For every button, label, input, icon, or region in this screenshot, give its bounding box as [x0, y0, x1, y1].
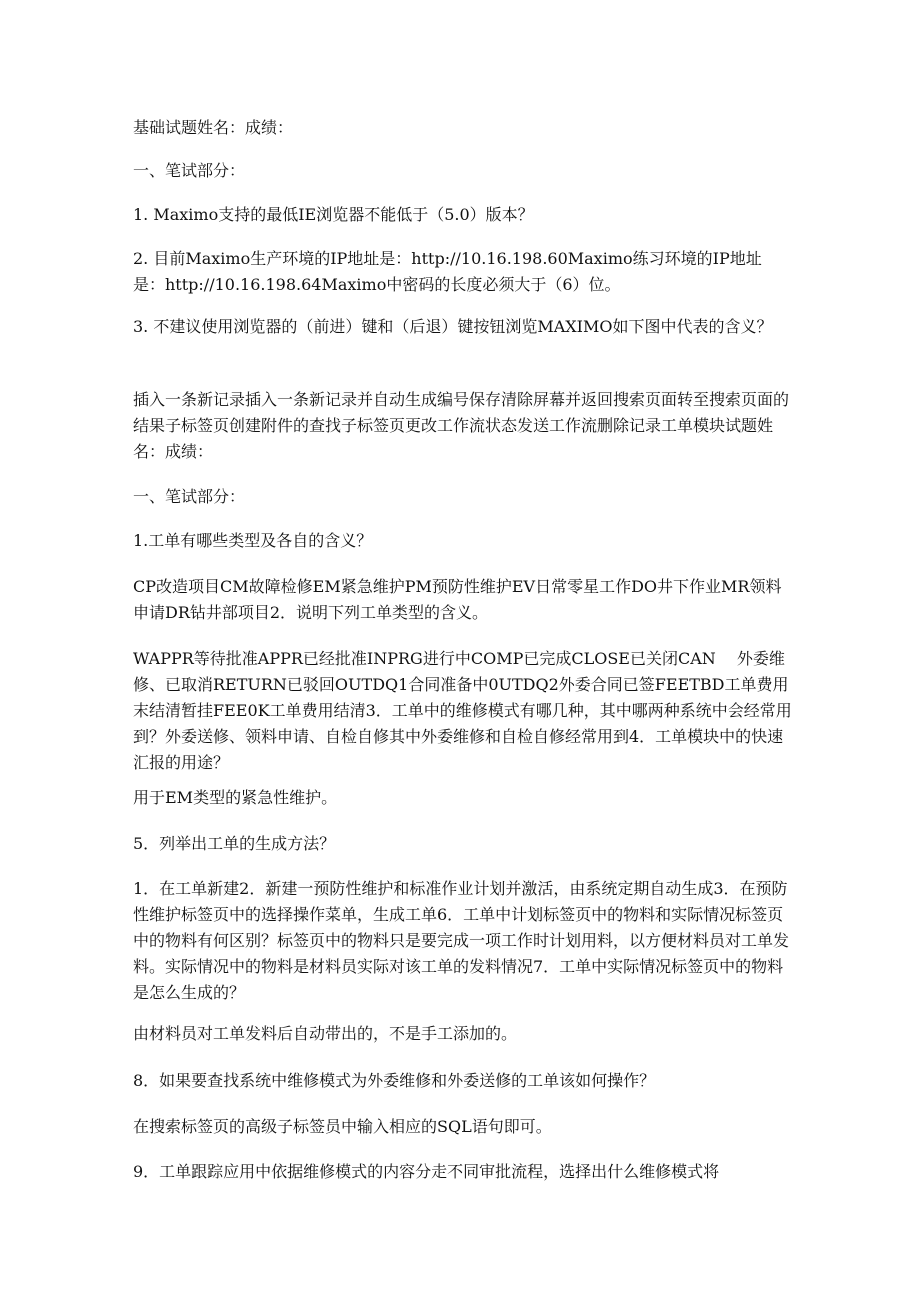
- question-2: 2. 目前Maximo生产环境的IP地址是：http://10.16.198.60Maximo练习环境的IP地址是：http://10.16.198.64Maximo中密码的长度必须大于（6）位。: [133, 249, 762, 294]
- doc-title: 基础试题姓名：成绩：: [133, 118, 294, 137]
- question-wo-5: 5．列举出工单的生成方法？: [133, 834, 336, 853]
- question-3: 3. 不建议使用浏览器的（前进）键和（后退）键按钮浏览MAXIMO如下图中代表的含义？: [133, 317, 773, 336]
- answer-wo-8: 在搜索标签页的高级子标签员中输入相应的SQL语句即可。: [133, 1117, 552, 1136]
- answer-wo-5: 1．在工单新建2．新建一预防性维护和标准作业计划并激活，由系统定期自动生成3．在预防性维护标签页中的选择操作菜单，生成工单6．工单中计划标签页中的物料和实际情况标签页中的物料有何区别？标签页中的物料只是要完成一项工作时计划用料，以方便材料员对工单发料。实际情况中的物料是材料员实际对该工单的发料情况7．工单中实际情况标签页中的物料是怎么生成的？: [133, 879, 790, 1002]
- answer-wo-2: WAPPR等待批准APPR已经批准INPRG进行中COMP已完成CLOSE已关闭CAN 外委维修、已取消RETURN已驳回OUTDQ1合同准备中0UTDQ2外委合同已签FEETBD工单费用末结清暂挂FEE0K工单费用结清3．工单中的维修模式有哪几种，其中哪两种系统中会经常用到？外委送修、领料申请、自检自修其中外委维修和自检自修经常用到4．工单模块中的快速汇报的用途？: [133, 649, 792, 772]
- question-wo-8: 8．如果要查找系统中维修模式为外委维修和外委送修的工单该如何操作？: [133, 1071, 656, 1090]
- answer-wo-1: CP改造项目CM故障检修EM紧急维护PM预防性维护EV日常零星工作DO井下作业MR领料申请DR钻井部项目2．说明下列工单类型的含义。: [133, 577, 782, 622]
- answer-3: 插入一条新记录插入一条新记录并自动生成编号保存清除屏幕并返回搜索页面转至搜索页面的结果子标签页创建附件的查找子标签页更改工作流状态发送工作流删除记录工单模块试题姓名：成绩：: [133, 390, 790, 461]
- section-heading-2: 一、笔试部分：: [133, 487, 246, 506]
- answer-wo-4: 用于EM类型的紧急性维护。: [133, 788, 338, 807]
- question-1: 1. Maximo支持的最低IE浏览器不能低于（5.0）版本？: [133, 205, 534, 224]
- answer-wo-7: 由材料员对工单发料后自动带出的，不是手工添加的。: [133, 1024, 518, 1043]
- question-wo-1: 1.工单有哪些类型及各自的含义？: [133, 531, 373, 550]
- section-heading: 一、笔试部分：: [133, 161, 246, 180]
- question-wo-9: 9．工单跟踪应用中依据维修模式的内容分走不同审批流程，选择出什么维修模式将: [133, 1162, 720, 1181]
